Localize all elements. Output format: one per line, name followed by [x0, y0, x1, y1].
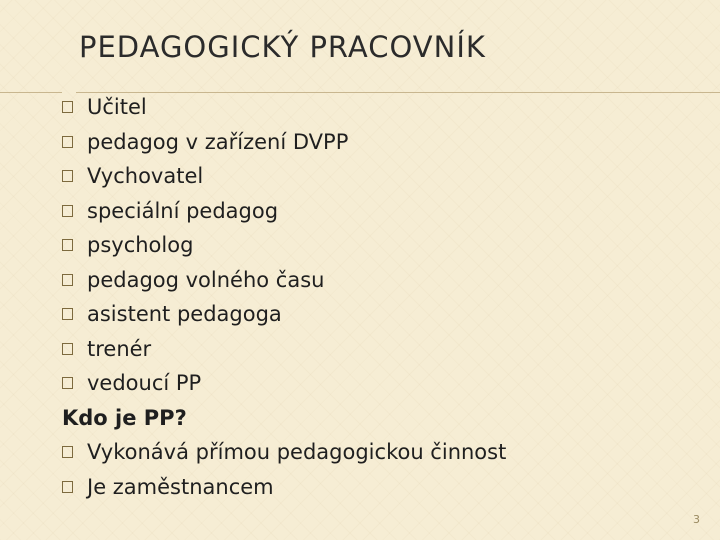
list-item — [62, 125, 702, 160]
list-item — [62, 297, 702, 332]
bullet-icon — [62, 308, 73, 320]
list-item — [62, 159, 702, 194]
list-item — [62, 435, 702, 470]
bullet-icon — [62, 274, 73, 286]
title-divider-left — [0, 92, 62, 93]
list-item-text: pedagog volného času — [87, 267, 325, 292]
list-item-text: pedagog v zařízení DVPP — [87, 129, 349, 154]
bullet-icon — [62, 239, 73, 251]
list-item-text: trenér — [87, 336, 152, 361]
bullet-icon — [62, 101, 73, 113]
slide-title: PEDAGOGICKÝ PRACOVNÍK — [79, 30, 486, 64]
page-number: 3 — [693, 513, 700, 526]
bullet-icon — [62, 136, 73, 148]
list-item — [62, 90, 702, 125]
list-item-text: vedoucí PP — [87, 371, 202, 395]
bullet-icon — [62, 481, 73, 493]
bullet-icon — [62, 377, 73, 389]
list-item — [62, 332, 702, 367]
list-item — [62, 470, 702, 505]
list-item-text: Je zaměstnancem — [87, 474, 274, 499]
bullet-icon — [62, 446, 73, 458]
list-item-text: Vychovatel — [87, 164, 204, 188]
bullet-icon — [62, 343, 73, 355]
list-item — [62, 228, 702, 263]
bullet-icon — [62, 170, 73, 182]
list-item-text: Učitel — [87, 95, 147, 119]
list-item — [62, 263, 702, 298]
list-item-text: speciální pedagog — [87, 198, 279, 223]
bullet-icon — [62, 205, 73, 217]
list-item-text: Vykonává přímou pedagogickou činnost — [87, 440, 507, 464]
list-item — [62, 366, 702, 401]
list-item-text: asistent pedagoga — [87, 302, 282, 326]
section-heading: Kdo je PP? — [62, 405, 187, 430]
list-item-text: psycholog — [87, 233, 194, 257]
list-item — [62, 194, 702, 229]
slide-content — [62, 90, 702, 504]
